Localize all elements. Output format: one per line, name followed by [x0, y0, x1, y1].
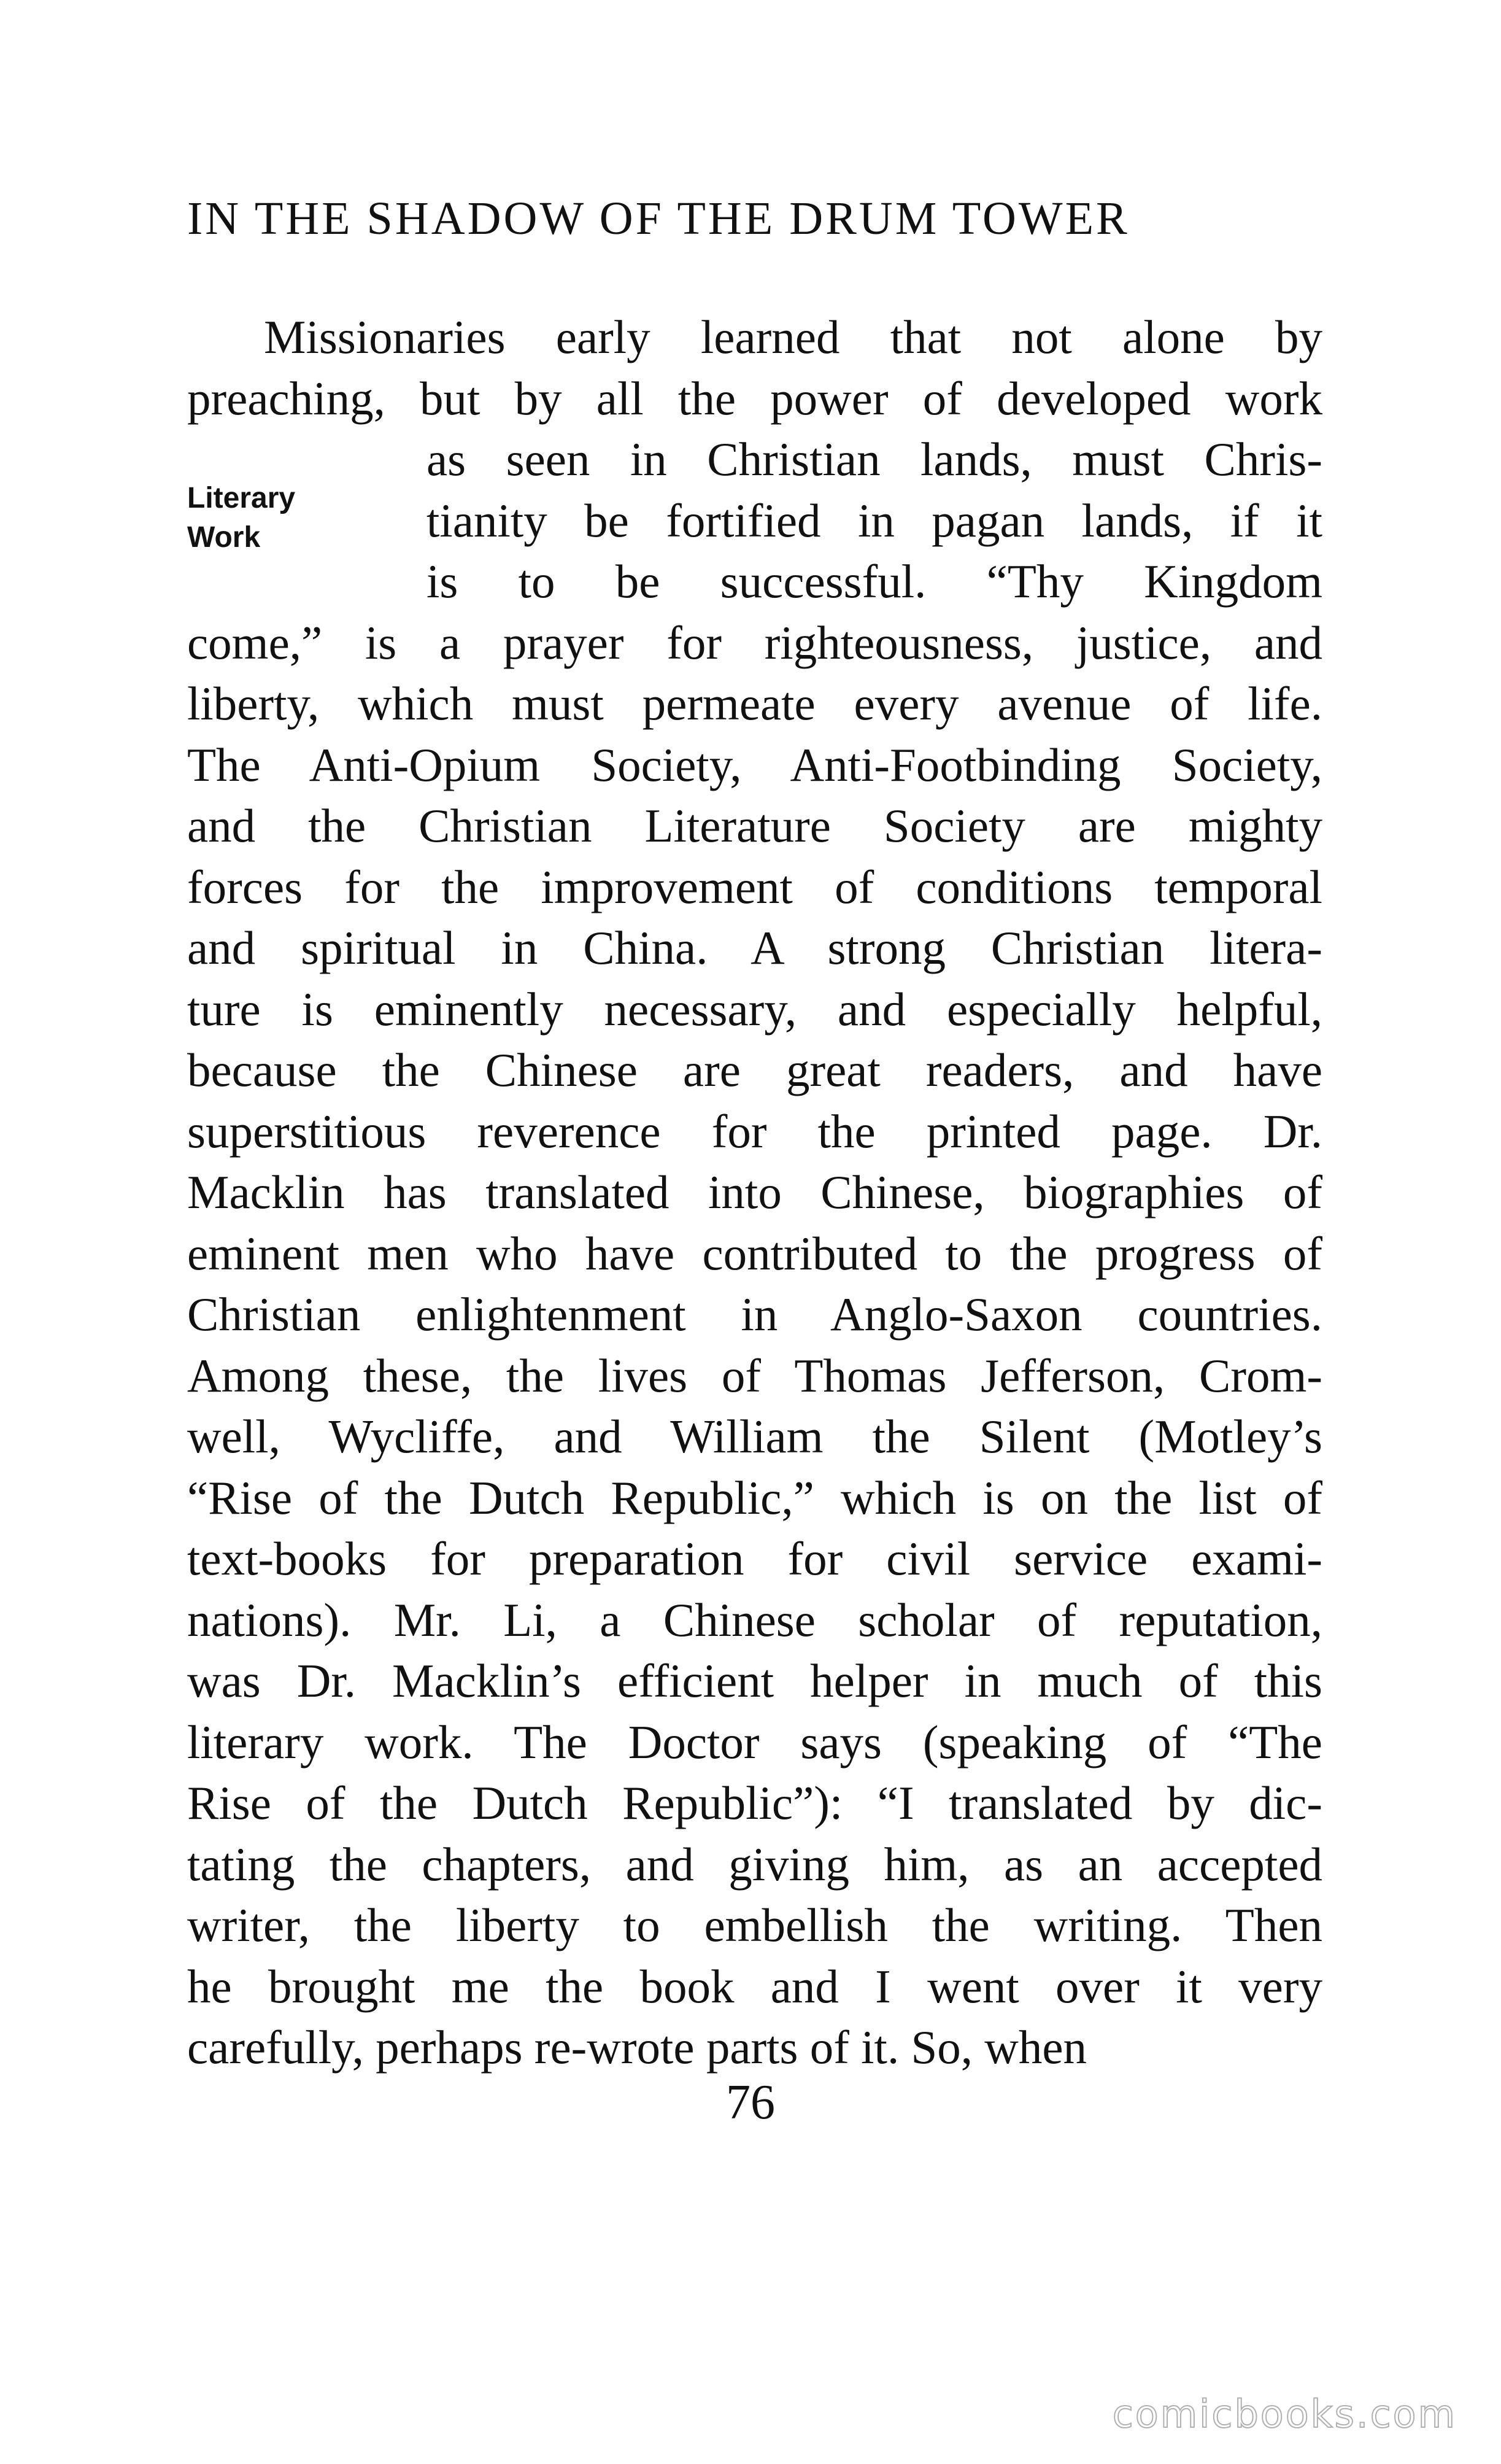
text-line: literary work. The Doctor says (speaking of “The: [187, 1715, 1322, 1769]
text-line: and the Christian Literature Society are mighty: [187, 799, 1322, 852]
text-line: Macklin has translated into Chinese, biographies of: [187, 1166, 1322, 1218]
text-line: well, Wycliffe, and William the Silent (Motley’s: [187, 1410, 1322, 1463]
text-line: Rise of the Dutch Republic”): “I translated by dic-: [187, 1776, 1322, 1829]
text-line: Among these, the lives of Thomas Jefferson, Crom-: [187, 1349, 1322, 1402]
text-line: and spiritual in China. A strong Christian litera-: [187, 921, 1322, 974]
text-line: he brought me the book and I went over it very: [187, 1959, 1322, 2013]
page-number: 76: [726, 2075, 775, 2129]
text-line: come,” is a prayer for righteousness, justice, and: [187, 616, 1322, 669]
sidenote-line: Literary: [187, 482, 296, 514]
body-text: [187, 307, 1322, 2079]
text-line: superstitious reverence for the printed page. Dr.: [187, 1104, 1322, 1158]
text-line: carefully, perhaps re-wrote parts of it. So, when: [187, 2021, 1087, 2074]
text-line: text-books for preparation for civil service exami-: [187, 1532, 1322, 1585]
sidenote-line: Work: [187, 521, 261, 554]
text-line: is to be successful. “Thy Kingdom: [426, 555, 1322, 608]
text-line: tianity be fortified in pagan lands, if it: [426, 494, 1322, 547]
text-line: liberty, which must permeate every avenue of life.: [187, 677, 1322, 730]
text-line: Missionaries early learned that not alone by: [264, 311, 1322, 363]
text-line: The Anti-Opium Society, Anti-Footbinding Society,: [187, 738, 1322, 791]
text-line: Christian enlightenment in Anglo-Saxon countries.: [187, 1288, 1322, 1341]
text-line: as seen in Christian lands, must Chris-: [426, 433, 1322, 486]
text-line: ture is eminently necessary, and especially helpful,: [187, 982, 1322, 1036]
text-line: because the Chinese are great readers, and have: [187, 1044, 1322, 1096]
text-line: preaching, but by all the power of developed work: [187, 371, 1322, 425]
text-line: nations). Mr. Li, a Chinese scholar of reputation,: [187, 1593, 1322, 1646]
text-line: forces for the improvement of conditions temporal: [187, 860, 1322, 913]
text-line: “Rise of the Dutch Republic,” which is on the list of: [187, 1471, 1322, 1524]
text-line: eminent men who have contributed to the progress of: [187, 1226, 1322, 1280]
running-head: IN THE SHADOW OF THE DRUM TOWER: [187, 193, 1130, 244]
watermark: comicbooks.com: [1112, 2392, 1457, 2436]
text-line: writer, the liberty to embellish the writing. Then: [187, 1899, 1322, 1951]
text-line: was Dr. Macklin’s efficient helper in much of this: [187, 1654, 1322, 1707]
text-line: tating the chapters, and giving him, as an accepted: [187, 1837, 1322, 1891]
